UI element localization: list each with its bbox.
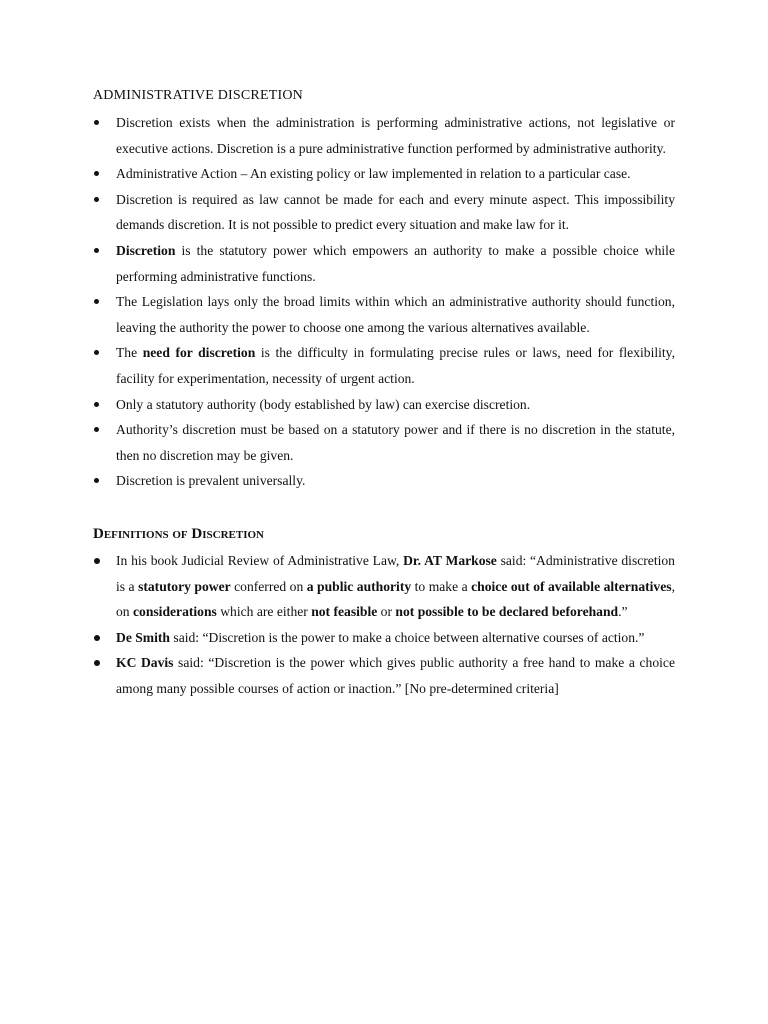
bold-term: Discretion: [116, 242, 176, 258]
list-item: Authority’s discretion must be based on a statutory power and if there is no discretion in the statute, then no discretion may be given.: [93, 417, 675, 468]
list-item-de-smith: De Smith said: “Discretion is the power to make a choice between alternative courses of action.”: [93, 625, 675, 651]
list-item: Only a statutory authority (body established by law) can exercise discretion.: [93, 392, 675, 418]
list-item: The Legislation lays only the broad limits within which an administrative authority should function, leaving the authority the power to choose one among the various alternatives available.: [93, 289, 675, 340]
definitions-list: [93, 548, 675, 702]
section-heading-administrative-discretion: ADMINISTRATIVE DISCRETION: [93, 88, 303, 103]
list-item: Discretion is required as law cannot be made for each and every minute aspect. This impossibility demands discretion. It is not possible to predict every situation and make law for it.: [93, 187, 675, 238]
document-content: [93, 86, 675, 701]
list-item-markose: In his book Judicial Review of Administrative Law, Dr. AT Markose said: “Administrative discretion is a statutory power conferred on a public authority to make a choice out of available alternatives, on considerations which are either not feasible or not possible to be declared beforehand.”: [93, 548, 675, 625]
list-item: Discretion is prevalent universally.: [93, 468, 675, 494]
list-item: The need for discretion is the difficulty in formulating precise rules or laws, need for flexibility, facility for experimentation, necessity of urgent action.: [93, 340, 675, 391]
list-item: Discretion exists when the administration is performing administrative actions, not legislative or executive actions. Discretion is a pure administrative function performed by administrative authority.: [93, 110, 675, 161]
list-item: Discretion is the statutory power which empowers an authority to make a possible choice while performing administrative functions.: [93, 238, 675, 289]
list-item: Administrative Action – An existing policy or law implemented in relation to a particular case.: [93, 161, 675, 187]
section-heading-definitions: Definitions of Discretion: [93, 525, 264, 542]
bold-term: need for discretion: [142, 345, 256, 361]
administrative-discretion-list: [93, 110, 675, 494]
list-item-kc-davis: KC Davis said: “Discretion is the power which gives public authority a free hand to make a choice among many possible courses of action or inaction.” [No pre-determined criteria]: [93, 650, 675, 701]
